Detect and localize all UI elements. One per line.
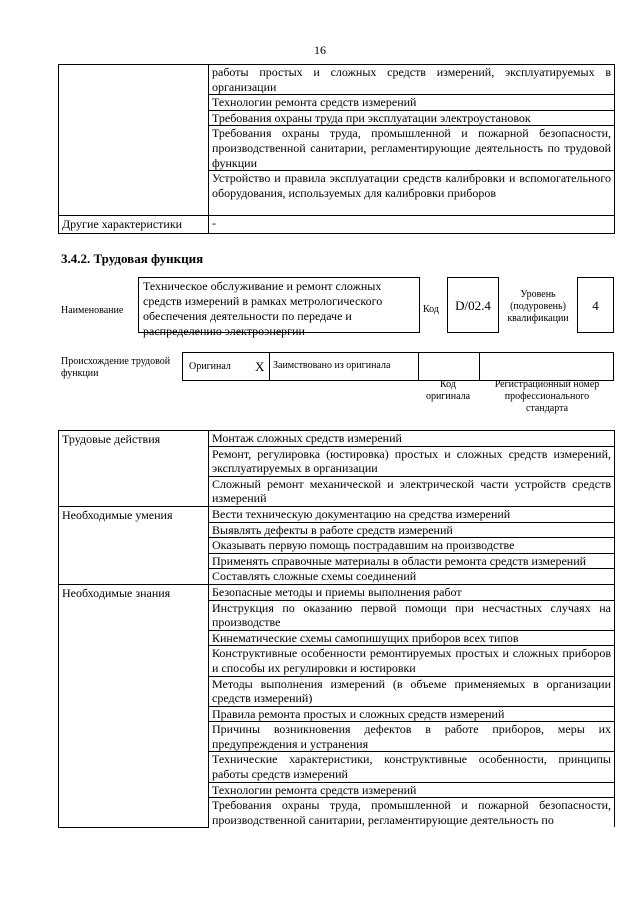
function-details-table xyxy=(58,430,615,828)
table-cell: Сложный ремонт механической и электрической части устройств средств измерений xyxy=(209,476,615,506)
group-label: Трудовые действия xyxy=(59,431,209,507)
table-cell: Методы выполнения измерений (в объеме применяемых в организации средств измерений) xyxy=(209,676,615,706)
divider xyxy=(269,353,270,380)
function-name-box xyxy=(138,277,420,338)
origin-label: Происхождение трудовой функции xyxy=(61,356,171,379)
function-name: Техническое обслуживание и ремонт сложных средств измерений в рамках метрологического обеспечения деятельности по передаче и распределению электроэнергии xyxy=(143,279,383,338)
table-cell: Кинематические схемы самопишущих приборов всех типов xyxy=(209,630,615,646)
group-label: Необходимые знания xyxy=(59,584,209,827)
table-cell: Инструкция по оказанию первой помощи при несчастных случаях на производстве xyxy=(209,600,615,630)
table-cell: Правила ремонта простых и сложных средств измерений xyxy=(209,706,615,722)
table-cell: Ремонт, регулировка (юстировка) простых и сложных средств измерений, эксплуатируемых в организации xyxy=(209,446,615,476)
code-value: D/02.4 xyxy=(455,298,491,313)
table-cell: Устройство и правила эксплуатации средств калибровки и вспомогательного оборудования, используемых для калибровки приборов xyxy=(209,171,615,216)
page-number: 16 xyxy=(314,43,326,57)
table-cell: Технологии ремонта средств измерений xyxy=(209,782,615,798)
code-label: Код xyxy=(423,304,439,315)
table-cell: Выявлять дефекты в работе средств измерений xyxy=(209,522,615,538)
table-cell: Причины возникновения дефектов в работе приборов, меры их предупреждения и устранения xyxy=(209,722,615,752)
divider xyxy=(479,353,480,380)
original-mark: X xyxy=(255,359,265,374)
top-characteristics-table xyxy=(58,64,615,234)
table-cell: Требования охраны труда, промышленной и пожарной безопасности, производственной санитарии, регламентирующие деятельность по трудовой функции xyxy=(209,126,615,171)
reg-caption: Регистрационный номер профессионального стандарта xyxy=(494,379,600,414)
level-label: Уровень (подуровень) квалификации xyxy=(507,289,569,324)
table-cell: Требования охраны труда при эксплуатации электроустановок xyxy=(209,110,615,126)
original-label: Оригинал xyxy=(189,361,231,372)
table-cell: Монтаж сложных средств измерений xyxy=(209,431,615,447)
table-cell: Составлять сложные схемы соединений xyxy=(209,569,615,585)
table-cell: Безопасные методы и приемы выполнения работ xyxy=(209,584,615,600)
code-value-box xyxy=(447,277,499,333)
name-label: Наименование xyxy=(61,305,124,316)
divider xyxy=(418,353,419,380)
borrowed-label: Заимствовано из оригинала xyxy=(273,360,391,371)
group-label: Необходимые умения xyxy=(59,506,209,584)
table-cell: Технологии ремонта средств измерений xyxy=(209,95,615,111)
table-cell: Вести техническую документацию на средства измерений xyxy=(209,506,615,522)
level-value: 4 xyxy=(592,298,599,313)
level-value-box xyxy=(577,277,614,333)
other-characteristics-label: Другие характеристики xyxy=(59,216,209,234)
table-cell: Технические характеристики, конструктивные особенности, принципы работы средств измерений xyxy=(209,752,615,782)
table-cell: Применять справочные материалы в области ремонта средств измерений xyxy=(209,553,615,569)
other-characteristics-value: - xyxy=(209,216,615,234)
section-title: 3.4.2. Трудовая функция xyxy=(61,251,204,266)
table-cell: работы простых и сложных средств измерений, эксплуатируемых в организации xyxy=(209,65,615,95)
table-cell: Требования охраны труда, промышленной и пожарной безопасности, производственной санитарии, регламентирующие деятельность по xyxy=(209,798,615,828)
origin-box xyxy=(182,352,614,381)
top-table-left-cell xyxy=(59,65,209,216)
code-caption: Код оригинала xyxy=(425,379,471,402)
table-cell: Оказывать первую помощь пострадавшим на производстве xyxy=(209,538,615,554)
table-cell: Конструктивные особенности ремонтируемых простых и сложных приборов и способы их регулировки и юстировки xyxy=(209,646,615,676)
